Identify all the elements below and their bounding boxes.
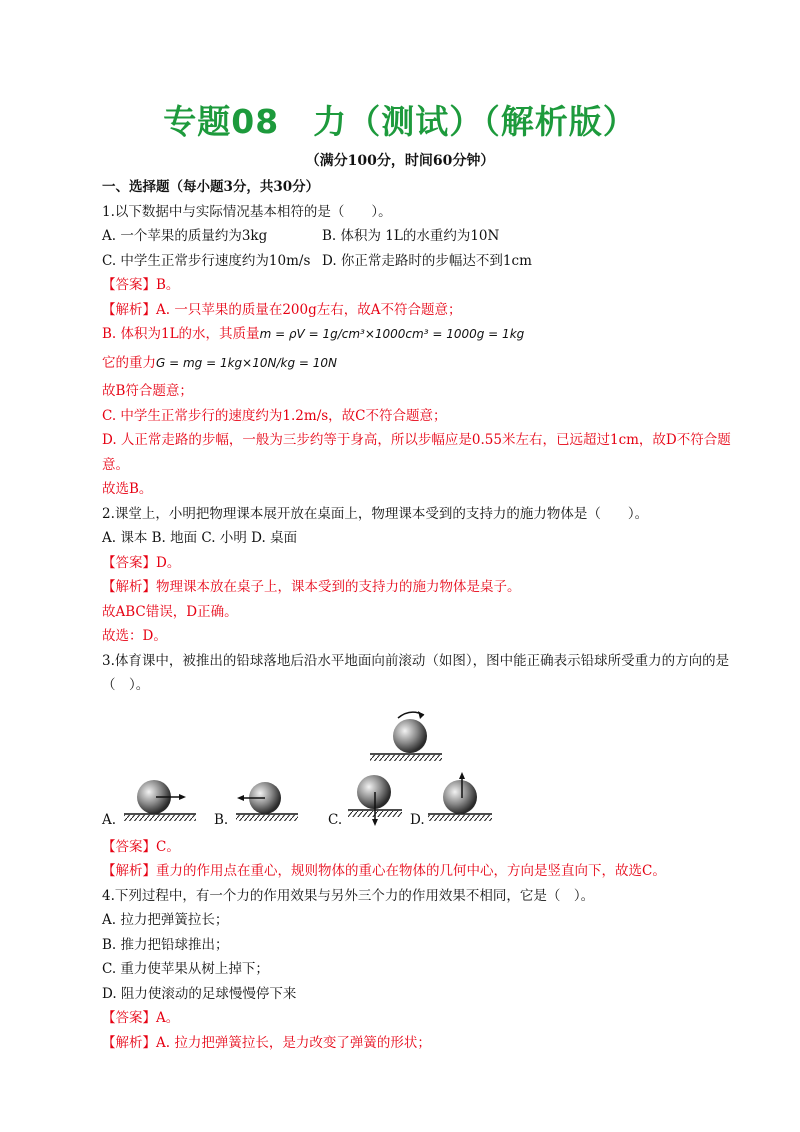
option-a-diagram	[124, 780, 196, 821]
answer-value: B。	[156, 277, 180, 293]
q1-answer	[102, 273, 742, 298]
analysis-text: A. 拉力把弹簧拉长，是力改变了弹簧的形状；	[156, 1034, 431, 1051]
q4-stem: 4.下列过程中，有一个力的作用效果与另外三个力的作用效果不相同，它是（ ）。	[102, 887, 595, 904]
q2-analysis-3: 故选：D。	[102, 628, 167, 644]
answer-tag: 【答案】	[102, 277, 156, 293]
q1-analysis-5: C. 中学生正常步行的速度约为1.2m/s，故C不符合题意；	[102, 407, 447, 424]
q1-analysis-2	[102, 322, 742, 347]
analysis-tag: 【解析】	[102, 1034, 156, 1051]
mass-formula: m = ρV = 1g/cm³×1000cm³ = 1000g = 1kg	[259, 327, 525, 341]
q4-option-a: A. 拉力把弹簧拉长；	[102, 912, 229, 928]
option-b-diagram	[236, 782, 298, 821]
q4-option-b: B. 推力把铅球推出；	[102, 936, 229, 953]
answer-tag: 【答案】	[102, 554, 156, 571]
q1-option-d: D. 你正常走路时的步幅达不到1cm	[322, 252, 532, 269]
analysis-tag: 【解析】	[102, 579, 156, 595]
q1-option-b: B. 体积为 1L的水重约为10N	[322, 228, 500, 244]
analysis-text: 重力的作用点在重心，规则物体的重心在物体的几何中心，方向是竖直向下，故选C。	[156, 863, 666, 879]
q2-stem: 2.课堂上，小明把物理课本展开放在桌面上，物理课本受到的支持力的施力物体是（ ）。	[102, 505, 649, 522]
document-body	[102, 175, 742, 1055]
q3-stem: 3.体育课中，被推出的铅球落地后沿水平地面向前滚动（如图），图中能正确表示铅球所受重力的方向的是（ ）。	[102, 652, 730, 693]
q3-analysis-1	[102, 859, 742, 884]
analysis-tag: 【解析】	[102, 863, 156, 879]
analysis-text: 它的重力	[102, 354, 156, 371]
q1-analysis-7: 故选B。	[102, 481, 153, 497]
analysis-text: B. 体积为1L的水，其质量	[102, 326, 260, 342]
answer-value: C。	[156, 838, 180, 855]
q1-options-row2	[102, 249, 742, 274]
answer-tag: 【答案】	[102, 1010, 156, 1026]
q4-answer	[102, 1006, 742, 1031]
q1-analysis-3	[102, 351, 742, 376]
answer-value: D。	[156, 554, 181, 571]
option-c-diagram	[348, 775, 402, 826]
q4-analysis-1	[102, 1031, 742, 1056]
q1-analysis-4: 故B符合题意；	[102, 383, 193, 399]
q3-label-c: C.	[328, 811, 343, 828]
page-subtitle: （满分100分，时间60分钟）	[305, 153, 495, 169]
analysis-text: 物理课本放在桌子上，课本受到的支持力的施力物体是桌子。	[156, 579, 521, 595]
answer-value: A。	[156, 1010, 180, 1026]
q2-options: A. 课本 B. 地面 C. 小明 D. 桌面	[102, 530, 298, 546]
section-heading: 一、选择题（每小题3分，共30分）	[102, 179, 320, 195]
q3-label-b: B.	[214, 811, 229, 828]
weight-formula: G = mg = 1kg×10N/kg = 10N	[156, 355, 338, 370]
q3-label-d: D.	[410, 811, 425, 828]
q2-analysis-2: 故ABC错误，D正确。	[102, 603, 238, 620]
option-d-diagram	[428, 772, 492, 821]
q1-options-row1	[102, 224, 742, 249]
q1-analysis-1	[102, 298, 742, 323]
analysis-tag: 【解析】	[102, 301, 156, 318]
q4-option-d: D. 阻力使滚动的足球慢慢停下来	[102, 985, 297, 1002]
analysis-text: A. 一只苹果的质量在200g左右，故A不符合题意；	[156, 301, 462, 318]
q1-analysis-6: D. 人正常走路的步幅，一般为三步约等于身高，所以步幅应是0.55米左右，已远超过1cm，故D不符合题意。	[102, 432, 731, 473]
q3-answer	[102, 835, 742, 860]
q1-option-c: C. 中学生正常步行速度约为10m/s	[102, 252, 311, 269]
q4-option-c: C. 重力使苹果从树上掉下；	[102, 961, 269, 977]
q1-option-a: A. 一个苹果的质量约为3kg	[102, 228, 268, 244]
reference-ball	[370, 711, 442, 761]
answer-tag: 【答案】	[102, 838, 156, 855]
q1-stem: 1.以下数据中与实际情况基本相符的是（ ）。	[102, 203, 392, 220]
page-title: 专题08 力（测试）（解析版）	[163, 102, 637, 141]
q3-figure	[102, 698, 742, 835]
q2-analysis-1	[102, 575, 742, 600]
q2-answer	[102, 551, 742, 576]
q3-label-a: A.	[102, 811, 117, 828]
